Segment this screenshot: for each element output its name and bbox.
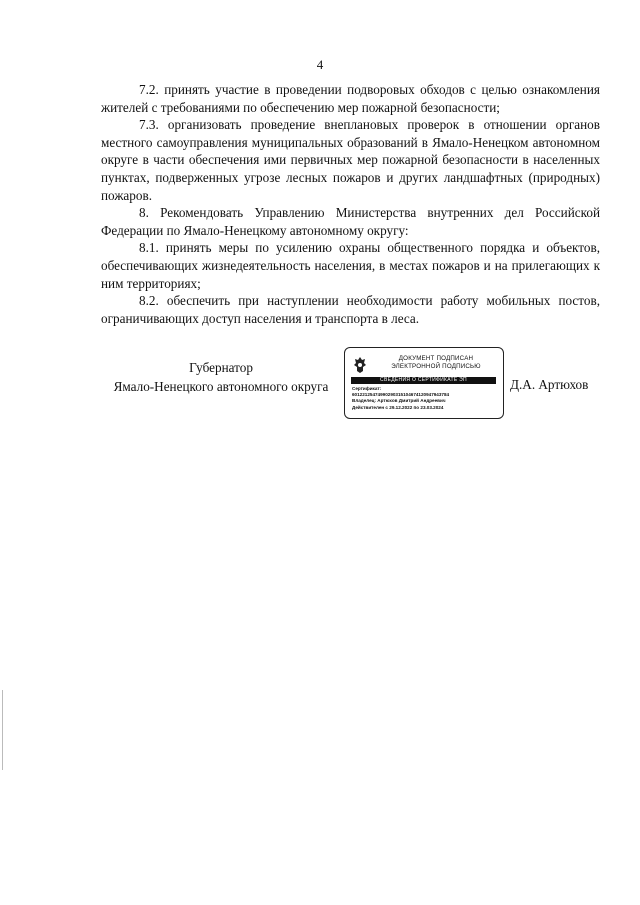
stamp-certificate-bar: СВЕДЕНИЯ О СЕРТИФИКАТЕ ЭП — [351, 377, 496, 384]
certificate-label: Сертификат: — [352, 386, 382, 391]
document-body — [101, 81, 600, 327]
paragraph-8-2: 8.2. обеспечить при наступлении необходимости работу мобильных постов, ограничивающих доступ населения и транспорта в леса. — [101, 293, 600, 326]
page-number: 4 — [316, 57, 324, 72]
paragraph-8-1: 8.1. принять меры по усилению охраны общественного порядка и объектов, обеспечивающих жизнедеятельность населения, в местах пожаров и на прилегающих к ним территориях; — [101, 240, 600, 291]
stamp-title-line-2: ЭЛЕКТРОННОЙ ПОДПИСЬЮ — [391, 363, 481, 370]
signatory-position — [101, 358, 341, 396]
stamp-title — [371, 355, 501, 371]
paragraph-7-2: 7.2. принять участие в проведении подворовых обходов с целью ознакомления жителей с требованиями по обеспечению мер пожарной безопасности; — [101, 82, 600, 115]
position-region: Ямало-Ненецкого автономного округа — [113, 379, 329, 394]
certificate-number: 60122125474990290315104674120947943784 — [352, 392, 450, 398]
certificate-validity: Действителен с 29.12.2022 по 23.03.2024 — [352, 404, 444, 410]
electronic-signature-stamp — [344, 347, 504, 419]
signatory-name: Д.А. Артюхов — [510, 377, 589, 392]
paragraph-7-3: 7.3. организовать проведение внеплановых проверок в отношении органов местного самоуправления муниципальных образований в Ямало-Ненецком автономном округе в части обеспечения ими первичных мер пожарной безопасности в населенных пунктах, подверженных угрозе лесных пожаров и других ландшафтных (природных) пожаров. — [101, 117, 600, 203]
stamp-certificate-info — [352, 386, 500, 411]
position-title: Губернатор — [189, 360, 253, 375]
coat-of-arms-icon — [353, 356, 367, 374]
stamp-title-line-1: ДОКУМЕНТ ПОДПИСАН — [398, 355, 474, 362]
scan-edge-mark — [2, 690, 3, 770]
paragraph-8: 8. Рекомендовать Управлению Министерства внутренних дел Российской Федерации по Ямало-Ненецкому автономному округу: — [101, 205, 600, 238]
certificate-owner: Владелец: Артюхов Дмитрий Андреевич — [352, 398, 446, 404]
